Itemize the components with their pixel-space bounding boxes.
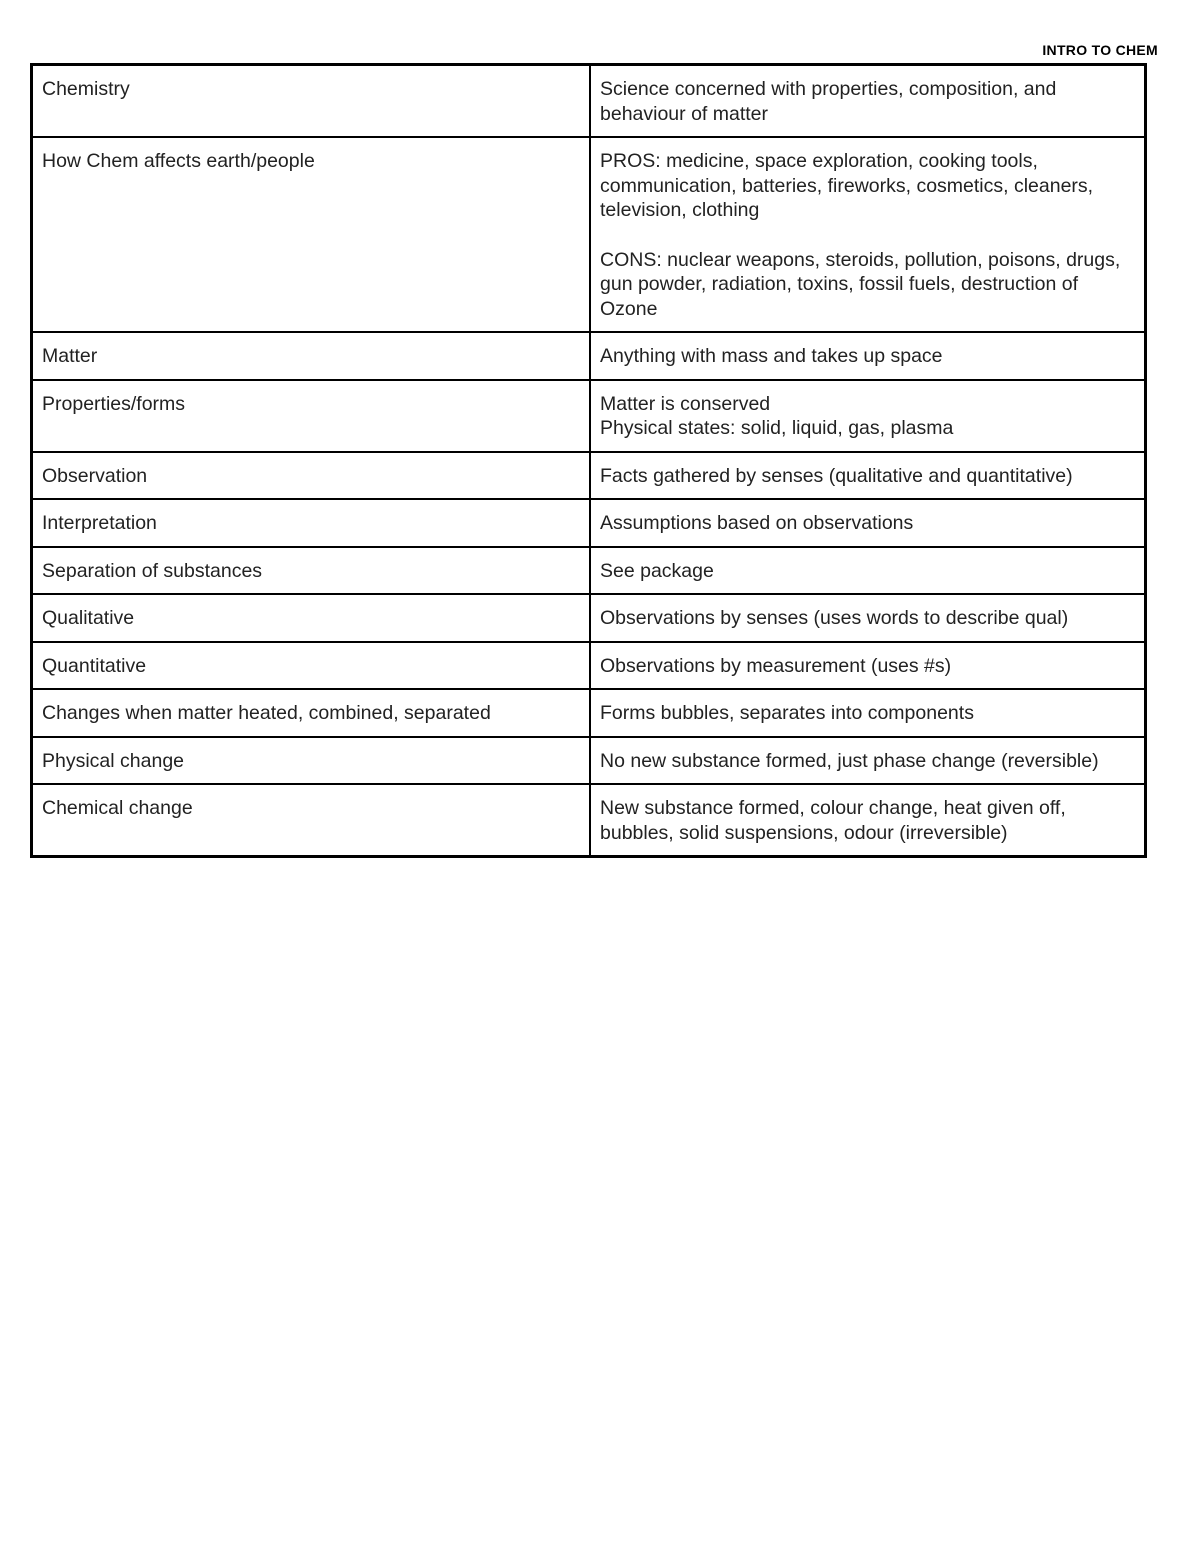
table-row [32,737,1146,785]
term-cell: Chemical change [32,784,591,857]
table-row [32,784,1146,857]
definition-line: Physical states: solid, liquid, gas, plasma [600,417,954,439]
definition-cell [590,689,1146,737]
cons-text: CONS: nuclear weapons, steroids, pollution, poisons, drugs, gun powder, radiation, toxins, fossil fuels, destruction of Ozone [600,248,1121,320]
table-row [32,689,1146,737]
notes-table [30,63,1147,858]
table-row [32,499,1146,547]
definition-cell [590,499,1146,547]
definition-text: See package [600,559,714,582]
definition-cell [590,452,1146,500]
term-cell: Physical change [32,737,591,785]
definition-text: No new substance formed, just phase change (reversible) [600,749,1099,772]
table-row [32,547,1146,595]
definition-text: Anything with mass and takes up space [600,345,943,367]
definition-text: Science concerned with properties, composition, and behaviour of matter [600,78,1057,125]
term-cell: Matter [32,332,591,380]
table-row [32,332,1146,380]
definition-line: Matter is conserved [600,392,771,415]
table-row [32,65,1146,138]
definition-text: Forms bubbles, separates into components [600,702,974,724]
definition-text: Facts gathered by senses (qualitative and quantitative) [600,464,1073,487]
definition-cell [590,547,1146,595]
term-cell: Qualitative [32,594,591,642]
term-cell: Chemistry [32,65,591,138]
term-cell: Observation [32,452,591,500]
definition-cell [590,594,1146,642]
table-row [32,137,1146,332]
definition-text: New substance formed, colour change, heat given off, bubbles, solid suspensions, odour (irreversible) [600,797,1066,844]
definition-cell [590,784,1146,857]
term-cell: Properties/forms [32,380,591,452]
definition-cell [590,137,1146,332]
table-row [32,380,1146,452]
definition-text: Observations by measurement (uses #s) [600,654,952,677]
table-row [32,594,1146,642]
term-cell: Interpretation [32,499,591,547]
table-row [32,642,1146,690]
document-title: INTRO TO CHEM [1042,42,1158,58]
definition-cell [590,332,1146,380]
definition-text: Assumptions based on observations [600,512,914,534]
definition-cell [590,642,1146,690]
term-cell: Changes when matter heated, combined, separated [32,689,591,737]
term-cell: How Chem affects earth/people [32,137,591,332]
definition-cell [590,65,1146,138]
definition-cell [590,737,1146,785]
table-row [32,452,1146,500]
pros-text: PROS: medicine, space exploration, cooking tools, communication, batteries, fireworks, cosmetics, cleaners, television, clothing [600,150,1094,221]
term-cell: Separation of substances [32,547,591,595]
definition-text: Observations by senses (uses words to describe qual) [600,607,1069,629]
term-cell: Quantitative [32,642,591,690]
definition-cell [590,380,1146,452]
